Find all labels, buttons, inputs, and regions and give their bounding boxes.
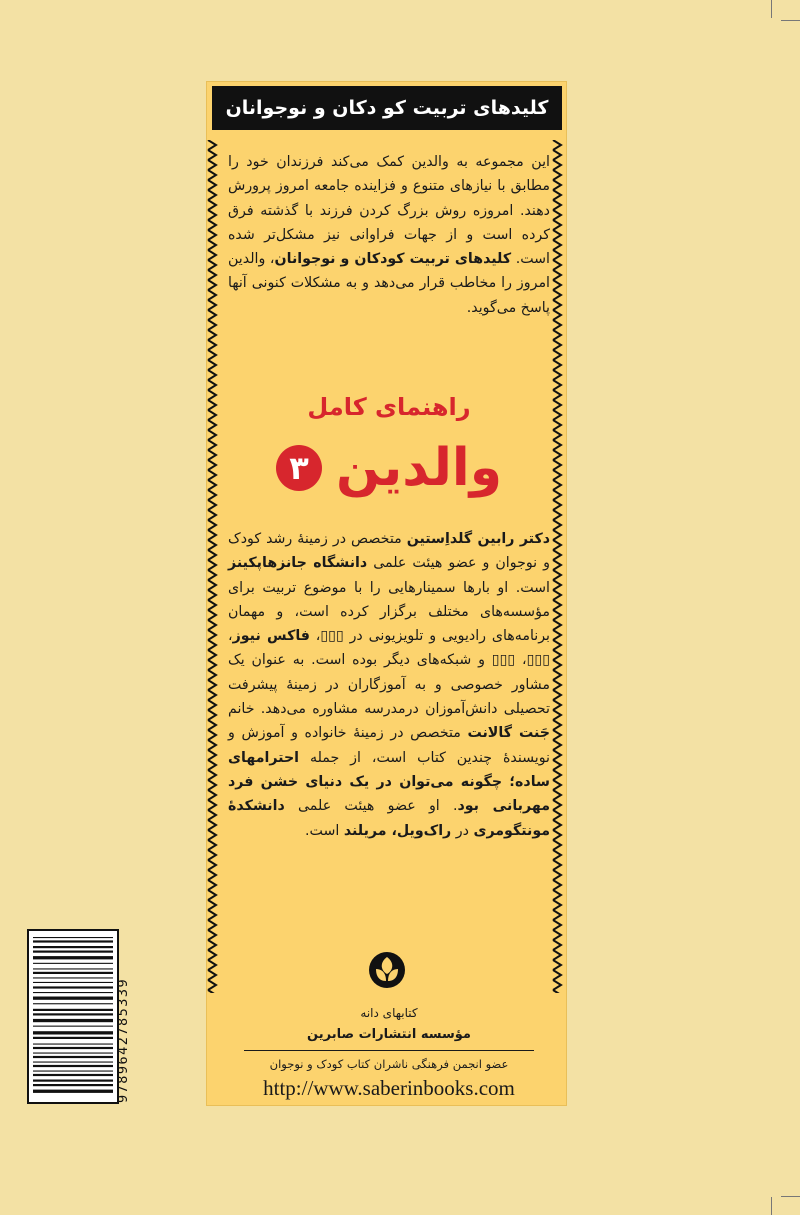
barcode-bar [33,1053,113,1054]
barcode-bar [33,940,113,942]
barcode-bar [33,1065,113,1067]
publisher-logo-icon [367,950,407,990]
barcode-bar [33,977,113,978]
barcode-bar [33,1047,113,1049]
publisher-website: http://www.saberinbooks.com [263,1076,515,1100]
author-bio-paragraph: دکتر رابین گلداِستین متخصص در زمینهٔ رشد کودک و نوجوان و عضو هیئت علمی دانشگاه جانزهاپکینز است. او بارها سمینارهایی را با موضوع تربیت برای مؤسسه‌های مختلف برگزار کرده است، و مهمان برنامه‌های رادیویی و تلویزیونی در ▯▯▯، فاکس نیوز، ▯▯▯، ▯▯▯ و شبکه‌های دیگر بوده است. به عنوان یک مشاور خصوصی و به آموزگاران در زمینهٔ پیشرفت تحصیلی دانش‌آموزان درمدرسه مشاوره می‌دهد. خانم جَنت گالانت متخصص در زمینهٔ خانواده و آموزش و نویسندهٔ چندین کتاب است، از جمله احترامهای ساده؛ چگونه می‌توان در یک دنیای خشن فرد مهربانی بود. او عضو هیئت علمی دانشکدهٔ مونتگومری در راک‌ویل، مریلند است. [228,531,551,839]
barcode-bar [33,963,113,964]
book-subtitle: راهنمای کامل [307,393,471,421]
imprint-name: کتابهای دانه [360,1006,418,1020]
barcode-bar [33,1013,113,1015]
divider [244,1050,534,1051]
barcode-bar [33,972,113,974]
volume-badge: ۳ [276,445,322,491]
barcode-bar [33,1056,113,1058]
crop-mark [771,0,772,18]
barcode-bar [33,986,113,988]
book-title [228,438,550,498]
barcode-bar [33,1019,113,1022]
barcode-bar [33,1031,113,1034]
barcode-bar [33,956,113,959]
crop-mark [771,1197,772,1215]
barcode-bar [33,1009,113,1011]
barcode-bar [33,1062,113,1063]
barcode-bar [33,1090,113,1093]
barcode-bar [33,1044,113,1045]
barcode-bar [33,992,113,993]
barcode [27,929,119,1104]
barcode-bar [33,951,113,953]
barcode-bar [33,997,113,1000]
intro-paragraph: این مجموعه به والدین کمک می‌کند فرزندان خود را مطابق با نیازهای متنوع و فزاینده جامعه امروز پرورش دهند. امروزه روش بزرگ کردن فرزند با گذشته فرق کرده است و از جهات فراوانی نیز مشکل‌تر شده است. کلیدهای تربیت کودکان و نوجوانان، والدین امروز را مخاطب قرار می‌دهد و به مشکلات کنونی آنها پاسخ می‌گوید. [228,154,550,316]
book-title-text: والدین [335,438,503,498]
series-title-bar [212,86,562,130]
barcode-bar [33,946,113,948]
barcode-bar [33,982,113,983]
publisher-membership: عضو انجمن فرهنگی ناشران کتاب کودک و نوجوان [269,1057,509,1071]
isbn-number: 9789642785339 [115,977,131,1103]
zigzag-border-right [552,140,564,993]
barcode-bar [33,968,113,969]
barcode-bar [33,1026,113,1027]
barcode-bar [33,1037,113,1039]
series-title: کلیدهای تربیت کو دکان و نوجوانان [225,97,549,119]
barcode-bar [33,1084,113,1086]
crop-mark [781,1196,800,1197]
barcode-bar [33,1080,113,1082]
barcode-bar [33,1071,113,1072]
publisher-block [238,1002,540,1099]
zigzag-border-left [207,140,219,993]
crop-mark [781,20,800,21]
publisher-organization: مؤسسه انتشارات صابرین [307,1027,471,1042]
barcode-bar [33,1003,113,1004]
barcode-bar [33,937,113,938]
barcode-bar [33,1074,113,1076]
